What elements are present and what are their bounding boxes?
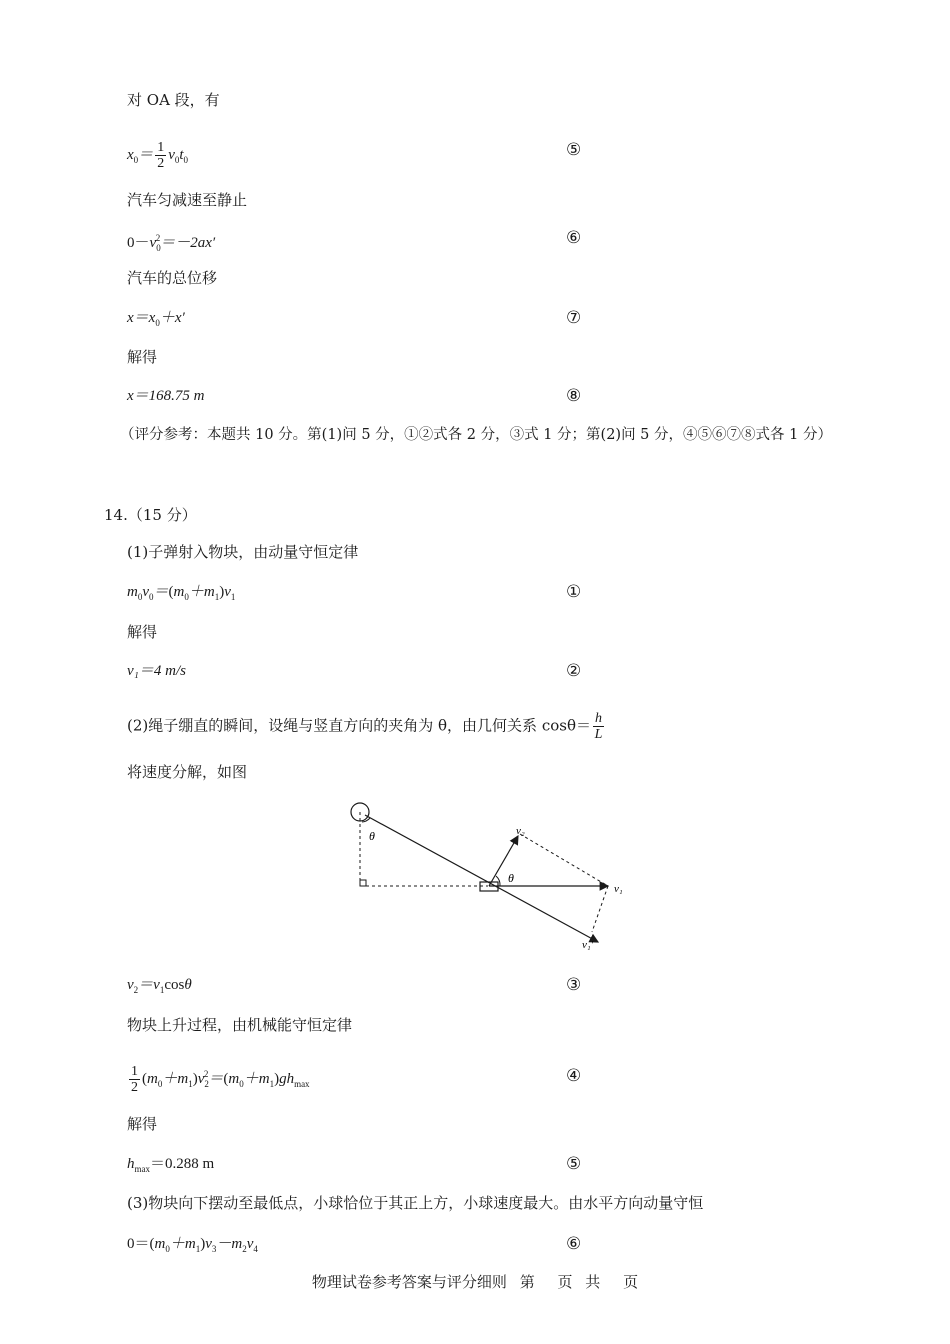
hmax-value: ＝0.288 m	[150, 1156, 215, 1172]
eq-number-3: ③	[566, 975, 582, 995]
eq-number-5: ⑤	[566, 140, 582, 160]
dashed-v2-to-v1	[520, 834, 608, 886]
eq-number-6: ⑥	[566, 228, 582, 248]
text-part1: (1)子弹射入物块，由动量守恒定律	[127, 543, 359, 561]
equation-x-result: x＝168.75 m	[127, 388, 205, 404]
text-decel: 汽车匀减速至静止	[127, 191, 248, 209]
eq-number-6b: ⑥	[566, 1234, 582, 1254]
footer-ye2: 页	[623, 1273, 639, 1291]
equation-energy: $\frac{1}{2}$ $(m_0+m_1)v_2^2=(m_0+m_1)gh_{max}$	[131, 1064, 310, 1096]
text-energy: 物块上升过程，由机械能守恒定律	[127, 1016, 353, 1034]
equation-horizontal-momentum: $0=(m_0+m_1)v_3-m_2v_4$	[127, 1236, 258, 1254]
equation-v1: v₁＝4 m/s	[127, 663, 186, 679]
question-14-header: 14.（15 分）	[104, 506, 197, 524]
rope-line-v1prime	[365, 815, 598, 942]
hmax-symbol: h	[127, 1156, 135, 1172]
fraction-h-over-l: $\frac{h}{L}$	[594, 711, 603, 742]
text-part2	[127, 711, 606, 742]
text-oa-segment: 对 OA 段，有	[127, 91, 220, 109]
theta-label-2: θ	[508, 871, 514, 885]
equation-decel: $0-v_0^2=-2ax'$	[127, 233, 216, 253]
footer-ye: 页	[557, 1273, 573, 1291]
equation-total: $x=x_0+x'$	[127, 310, 185, 328]
text-solve-1: 解得	[127, 623, 158, 641]
eq-number-2: ②	[566, 661, 582, 681]
equation-momentum: $m_0v_0=(m_0+m_1)v_1$	[127, 584, 236, 602]
velocity-decomposition-diagram	[340, 796, 640, 956]
eq-number-1: ①	[566, 582, 582, 602]
right-angle-mark	[360, 880, 366, 886]
text-decompose: 将速度分解，如图	[127, 763, 248, 781]
eq-number-8: ⑧	[566, 386, 582, 406]
footer-gong: 共	[585, 1273, 601, 1291]
v1-label: v₁	[614, 883, 623, 895]
footer-title: 物理试卷参考答案与评分细则	[311, 1273, 507, 1291]
text-part2-body: (2)绳子绷直的瞬间，设绳与竖直方向的夹角为 θ，由几何关系 cosθ＝	[127, 716, 591, 735]
v1prime-label: v₁′	[582, 939, 594, 951]
text-solve: 解得	[127, 348, 158, 366]
equation-hmax	[127, 1154, 214, 1179]
text-part3: (3)物块向下摆动至最低点，小球恰位于其正上方，小球速度最大。由水平方向动量守恒	[127, 1194, 704, 1212]
v2-label: v₂	[516, 825, 525, 837]
scoring-note: （评分参考：本题共 10 分。第(1)问 5 分，①②式各 2 分，③式 1 分；第(2)问 5 分，④⑤⑥⑦⑧式各 1 分）	[120, 427, 832, 443]
eq-number-7: ⑦	[566, 308, 582, 328]
text-solve-2: 解得	[127, 1115, 158, 1133]
page-footer	[0, 1271, 950, 1292]
eq-number-4: ④	[566, 1066, 582, 1086]
text-total-disp: 汽车的总位移	[127, 269, 218, 287]
hmax-subscript: max	[134, 1164, 150, 1174]
dashed-v1-to-v1prime	[592, 886, 608, 932]
equation-v2: $v_2=v_1\cos\theta$	[127, 977, 192, 995]
theta-label-1: θ	[369, 829, 375, 843]
footer-di: 第	[519, 1273, 535, 1291]
equation-x0: $x_0=$ $\frac{1}{2}$ $v_0t_0$	[127, 140, 189, 171]
eq-number-5b: ⑤	[566, 1154, 582, 1174]
